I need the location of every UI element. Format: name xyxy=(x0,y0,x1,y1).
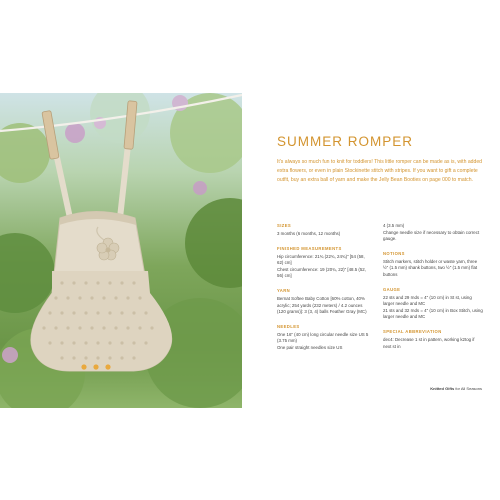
section-heading: SPECIAL ABBREVIATION xyxy=(383,328,442,334)
section-body: Bernat Softee Baby Cotton [60% cotton, 40% acrylic; 254 yards (232 meters) / 4.2 ounces (120 grams)]: 3 (3, 4) balls Feather Gray (MC) xyxy=(277,295,367,315)
footer-book-title: Knitted Gifts xyxy=(430,386,455,391)
section-finished-measurements xyxy=(277,246,369,280)
section-body: 4 (3.5 mm) Change needle size if necessary to obtain correct gauge. xyxy=(383,223,480,242)
section-gauge xyxy=(383,287,483,321)
pattern-details-left xyxy=(277,223,369,360)
section-heading: NOTIONS xyxy=(383,250,405,256)
section-body: Hip circumference: 21¾ (22¾, 24¾)" [54 (58, 62) cm] Chest circumference: 19 (20¾, 22)" [48.5 (52, 56) cm] xyxy=(277,253,366,279)
section-notions xyxy=(383,251,483,279)
romper-box-stitch-section xyxy=(31,271,172,371)
romper-strap-left xyxy=(56,153,70,218)
section-heading: YARN xyxy=(277,287,291,293)
section-heading: GAUGE xyxy=(383,286,401,292)
romper-strap-right xyxy=(120,145,128,218)
romper-button-icon xyxy=(93,364,98,369)
section-special-abbreviation xyxy=(383,329,483,350)
pattern-intro: It's always so much fun to knit for toddlers! This little romper can be made as is, with added extra flowers, or even in plain Stockinette stitch with stripes. If you want to gift a complete outfit, buy an extra ball of yarn and make the Jelly Bean Booties on page 000 to match. xyxy=(277,159,483,183)
section-body: One 16" (40 cm) long circular needle size US 5 (3.75 mm) One pair straight needles size US xyxy=(277,331,369,350)
section-body: 22 sts and 29 rnds = 4" (10 cm) in St st, using larger needle and MC 21 sts and 32 rnds = 4" (10 cm) in Box Stitch, using larger needle and MC xyxy=(383,294,483,320)
running-footer xyxy=(430,386,482,391)
romper-photo xyxy=(0,93,242,408)
section-heading: NEEDLES xyxy=(277,323,300,329)
section-needles xyxy=(277,324,369,352)
section-needles-continued xyxy=(383,223,483,243)
section-sizes xyxy=(277,223,369,238)
section-body: Stitch markers, stitch holder or waste yarn, three ½" (1.5 mm) shank buttons, two ½" (1.5 mm) flat buttons xyxy=(383,258,478,277)
section-body: 3 months (6 months, 12 months) xyxy=(277,231,341,236)
footer-book-subtitle: for All Seasons xyxy=(454,386,482,391)
pattern-details-right xyxy=(383,223,483,358)
section-yarn xyxy=(277,288,369,316)
romper-button-icon xyxy=(105,364,110,369)
romper-button-icon xyxy=(81,364,86,369)
section-body: dec4: Decrease 1 st in pattern, working k2tog if next st in xyxy=(383,336,475,349)
pattern-title: SUMMER ROMPER xyxy=(277,134,414,149)
romper-photo-illustration xyxy=(0,93,242,408)
section-heading: FINISHED MEASUREMENTS xyxy=(277,245,342,251)
section-heading: SIZES xyxy=(277,223,292,228)
